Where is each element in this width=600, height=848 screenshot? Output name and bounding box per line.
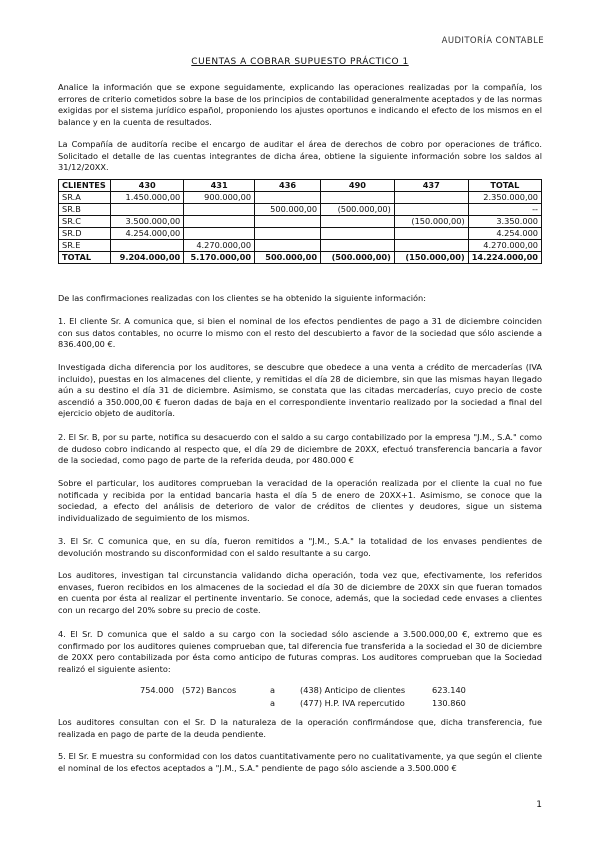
cell xyxy=(321,228,395,240)
cell xyxy=(394,240,468,252)
cell xyxy=(394,204,468,216)
cell: 9.204.000,00 xyxy=(111,252,184,264)
table-header-row xyxy=(59,180,542,192)
entry-a: a xyxy=(270,698,276,708)
cell: SR.E xyxy=(59,240,111,252)
column-header: 437 xyxy=(394,180,468,192)
cell xyxy=(255,240,321,252)
cell xyxy=(184,228,255,240)
body-paragraph: Sobre el particular, los auditores comprueban la veracidad de la operación realizada por el cliente la cual no fue notificada y recibida por la entidad bancaria hasta el día 5 de enero de 20XX+1. Asimismo, se conoce que la sociedad, a efecto del análisis de deterioro de valor de créditos de clientes y deudores, sigue un sistema individualizado de seguimiento de los mismos. xyxy=(58,478,542,523)
column-header: 436 xyxy=(255,180,321,192)
column-header: TOTAL xyxy=(468,180,541,192)
body-paragraph: 3. El Sr. C comunica que, en su día, fueron remitidos a "J.M., S.A." la totalidad de los envases pendientes de devolución mostrando su disconformidad con el saldo resultante a su cargo. xyxy=(58,536,542,558)
table-row xyxy=(59,204,542,216)
cell: SR.B xyxy=(59,204,111,216)
cell xyxy=(255,192,321,204)
cell xyxy=(184,216,255,228)
cell: 4.254.000 xyxy=(468,228,541,240)
cell xyxy=(111,204,184,216)
cell: SR.C xyxy=(59,216,111,228)
table-row xyxy=(59,240,542,252)
credit-amount: 623.140 xyxy=(432,685,466,695)
cell: 4.254.000,00 xyxy=(111,228,184,240)
body-paragraph: 4. El Sr. D comunica que el saldo a su cargo con la sociedad sólo asciende a 3.500.000,00 €, extremo que es confirmado por los auditores quienes comprueban que, tal diferencia fue transferida a la sociedad el 30 de diciembre de 20XX pero contabilizada por ésta como anticipo de futuras compras. Los auditores comprueban que la Sociedad realizó el siguiente asiento: xyxy=(58,629,542,674)
cell: TOTAL xyxy=(59,252,111,264)
running-header: AUDITORÍA CONTABLE xyxy=(441,36,544,46)
cell xyxy=(111,240,184,252)
cell: 1.450.000,00 xyxy=(111,192,184,204)
cell: SR.A xyxy=(59,192,111,204)
balances-table xyxy=(58,179,542,264)
table-row xyxy=(59,216,542,228)
cell: SR.D xyxy=(59,228,111,240)
credit-amount: 130.860 xyxy=(432,698,466,708)
cell: 3.500.000,00 xyxy=(111,216,184,228)
column-header: CLIENTES xyxy=(59,180,111,192)
cell: 4.270.000,00 xyxy=(468,240,541,252)
column-header: 431 xyxy=(184,180,255,192)
cell xyxy=(321,240,395,252)
page-number: 1 xyxy=(536,800,542,810)
cell xyxy=(321,216,395,228)
table-row xyxy=(59,192,542,204)
table-row xyxy=(59,228,542,240)
body-paragraph: 5. El Sr. E muestra su conformidad con los datos cuantitativamente pero no cualitativamente, ya que según el cliente el nominal de los efectos aceptados a "J.M., S.A." pendiente de pago sólo asciende a 3.500.000 € xyxy=(58,751,542,773)
column-header: 430 xyxy=(111,180,184,192)
body-paragraph: 1. El cliente Sr. A comunica que, si bien el nominal de los efectos pendientes de pago a 31 de diciembre coinciden con sus datos contables, no ocurre lo mismo con el resto del descubierto a favor de la sociedad que sólo asciende a 836.400,00 €. xyxy=(58,316,542,350)
cell xyxy=(394,228,468,240)
cell: -- xyxy=(468,204,541,216)
cell xyxy=(255,228,321,240)
body-paragraph: Investigada dicha diferencia por los auditores, se descubre que obedece a una venta a crédito de mercaderías (IVA incluido), puestas en los almacenes del cliente, y remitidas el día 28 de diciembre, sin que las mismas hayan llegado aún a su destino el día 31 de diciembre. Asimismo, se constata que las citadas mercaderías, cuyo precio de coste ascendió a 350.000,00 € fueron dadas de baja en el correspondiente inventario realizado por la sociedad a final del ejercicio objeto de auditoría. xyxy=(58,362,542,419)
body-paragraph: Los auditores consultan con el Sr. D la naturaleza de la operación confirmándose que, dicha transferencia, fue realizada en pago de parte de la deuda pendiente. xyxy=(58,717,542,739)
credit-account: (438) Anticipo de clientes xyxy=(300,685,406,695)
cell: 4.270.000,00 xyxy=(184,240,255,252)
cell: (150.000,00) xyxy=(394,216,468,228)
entry-a: a xyxy=(270,685,276,695)
intro-paragraph: La Compañía de auditoría recibe el encargo de auditar el área de derechos de cobro por operaciones de tráfico. Solicitado el detalle de las cuentas integrantes de dicha área, obtiene la siguiente información sobre los saldos al 31/12/20XX. xyxy=(58,139,542,173)
intro-paragraph: Analice la información que se expone seguidamente, explicando las operaciones realizadas por la compañía, los errores de criterio cometidos sobre la base de los principios de contabilidad generalmente aceptados y de las normas exigidas por el sistema jurídico español, proponiendo los ajustes oportunos e indicando el efecto de los mismos en el balance y en la cuenta de resultados. xyxy=(58,82,542,127)
table-total-row xyxy=(59,252,542,264)
cell: (500.000,00) xyxy=(321,204,395,216)
cell: 2.350.000,00 xyxy=(468,192,541,204)
cell: 14.224.000,00 xyxy=(468,252,541,264)
body-paragraph: Los auditores, investigan tal circunstancia validando dicha operación, toda vez que, efectivamente, los referidos envases, fueron recibidos en los almacenes de la sociedad el día 30 de diciembre de 20XX sin que fueran tomados en cuenta por ésta al realizar el pertinente inventario. Se conoce, además, que la sociedad cede envases a clientes con un recargo del 20% sobre su precio de coste. xyxy=(58,570,542,615)
cell: 5.170.000,00 xyxy=(184,252,255,264)
journal-entry xyxy=(140,684,480,710)
cell: (150.000,00) xyxy=(394,252,468,264)
body-paragraph: 2. El Sr. B, por su parte, notifica su desacuerdo con el saldo a su cargo contabilizado por la empresa "J.M., S.A." como de dudoso cobro indicando al respecto que, el día 29 de diciembre de 20XX, efectuó transferencia bancaria a favor de la sociedad, como pago de parte de la referida deuda, por 480.000 € xyxy=(58,432,542,466)
cell: 3.350.000 xyxy=(468,216,541,228)
debit-account: (572) Bancos xyxy=(182,685,237,695)
body-paragraph: De las confirmaciones realizadas con los clientes se ha obtenido la siguiente información: xyxy=(58,293,427,303)
cell: 500.000,00 xyxy=(255,204,321,216)
cell xyxy=(184,204,255,216)
column-header: 490 xyxy=(321,180,395,192)
page-title: CUENTAS A COBRAR SUPUESTO PRÁCTICO 1 xyxy=(191,57,409,67)
credit-account: (477) H.P. IVA repercutido xyxy=(300,698,405,708)
cell xyxy=(321,192,395,204)
cell: 900.000,00 xyxy=(184,192,255,204)
cell xyxy=(255,216,321,228)
cell: 500.000,00 xyxy=(255,252,321,264)
cell: (500.000,00) xyxy=(321,252,395,264)
debit-amount: 754.000 xyxy=(140,685,174,695)
cell xyxy=(394,192,468,204)
